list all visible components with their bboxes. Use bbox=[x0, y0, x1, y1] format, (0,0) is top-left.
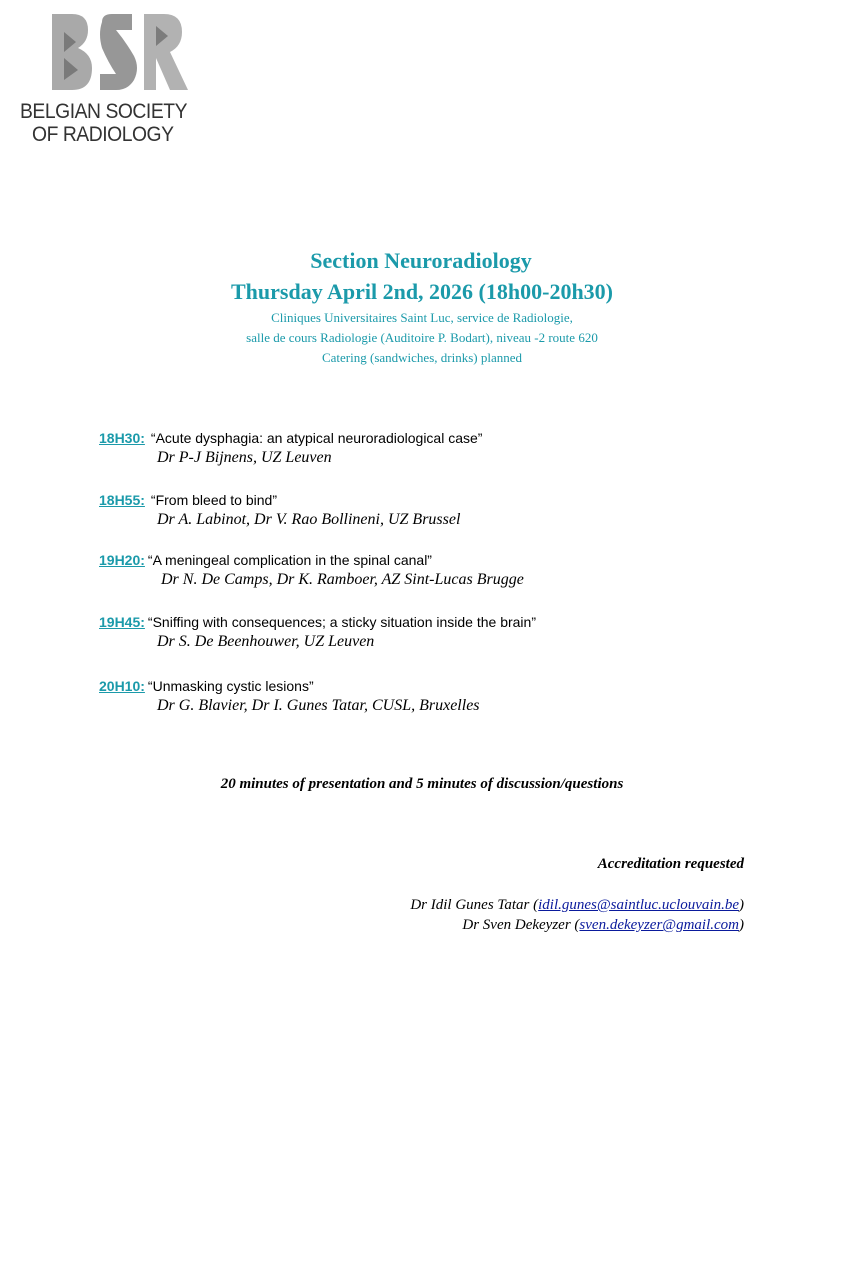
bsr-logo-icon bbox=[50, 12, 190, 94]
contact-email-link[interactable]: idil.gunes@saintluc.uclouvain.be bbox=[538, 897, 739, 913]
program-time: 19H20: bbox=[99, 552, 145, 568]
program-title: “From bleed to bind” bbox=[150, 492, 277, 508]
logo-text-line1: BELGIAN SOCIETY bbox=[20, 100, 188, 123]
logo-text-line2: OF RADIOLOGY bbox=[32, 123, 174, 146]
contact-name: Dr Idil Gunes Tatar ( bbox=[410, 897, 539, 913]
program-item bbox=[99, 430, 799, 467]
contact-close: ) bbox=[739, 917, 744, 933]
program-title: “Unmasking cystic lesions” bbox=[147, 678, 314, 694]
program-time: 20H10: bbox=[99, 678, 145, 694]
contact-line bbox=[410, 915, 744, 935]
event-date: Thursday April 2nd, 2026 (18h00-20h30) bbox=[230, 279, 614, 304]
contact-email-link[interactable]: sven.dekeyzer@gmail.com bbox=[579, 917, 739, 933]
program-speaker: Dr S. De Beenhouwer, UZ Leuven bbox=[157, 633, 375, 650]
contact-list bbox=[410, 895, 744, 935]
program-time: 18H30: bbox=[99, 430, 145, 446]
program-speaker: Dr N. De Camps, Dr K. Ramboer, AZ Sint-Lucas Brugge bbox=[161, 571, 524, 588]
program-time: 19H45: bbox=[99, 614, 145, 630]
program-title: “Sniffing with consequences; a sticky situation inside the brain” bbox=[147, 614, 536, 630]
program-time: 18H55: bbox=[99, 492, 145, 508]
venue-line-1: Cliniques Universitaires Saint Luc, service de Radiologie, bbox=[271, 310, 573, 325]
program-item bbox=[99, 678, 799, 715]
bsr-logo bbox=[20, 12, 200, 152]
contact-line bbox=[410, 895, 744, 915]
program-item bbox=[99, 614, 799, 651]
contact-name: Dr Sven Dekeyzer ( bbox=[462, 917, 580, 933]
contact-close: ) bbox=[739, 897, 744, 913]
program-item bbox=[99, 492, 799, 529]
accreditation-note: Accreditation requested bbox=[597, 856, 744, 872]
program-title: “A meningeal complication in the spinal canal” bbox=[147, 552, 432, 568]
program-speaker: Dr A. Labinot, Dr V. Rao Bollineni, UZ Brussel bbox=[157, 511, 461, 528]
format-note: 20 minutes of presentation and 5 minutes of discussion/questions bbox=[220, 776, 624, 792]
program-speaker: Dr P-J Bijnens, UZ Leuven bbox=[157, 449, 332, 466]
program-speaker: Dr G. Blavier, Dr I. Gunes Tatar, CUSL, Bruxelles bbox=[157, 697, 480, 714]
program-title: “Acute dysphagia: an atypical neuroradiological case” bbox=[150, 430, 483, 446]
program-item bbox=[99, 552, 799, 589]
section-title: Section Neuroradiology bbox=[310, 248, 532, 273]
catering-note: Catering (sandwiches, drinks) planned bbox=[321, 350, 522, 365]
event-header bbox=[0, 246, 844, 368]
venue-line-2: salle de cours Radiologie (Auditoire P. Bodart), niveau -2 route 620 bbox=[246, 330, 598, 345]
